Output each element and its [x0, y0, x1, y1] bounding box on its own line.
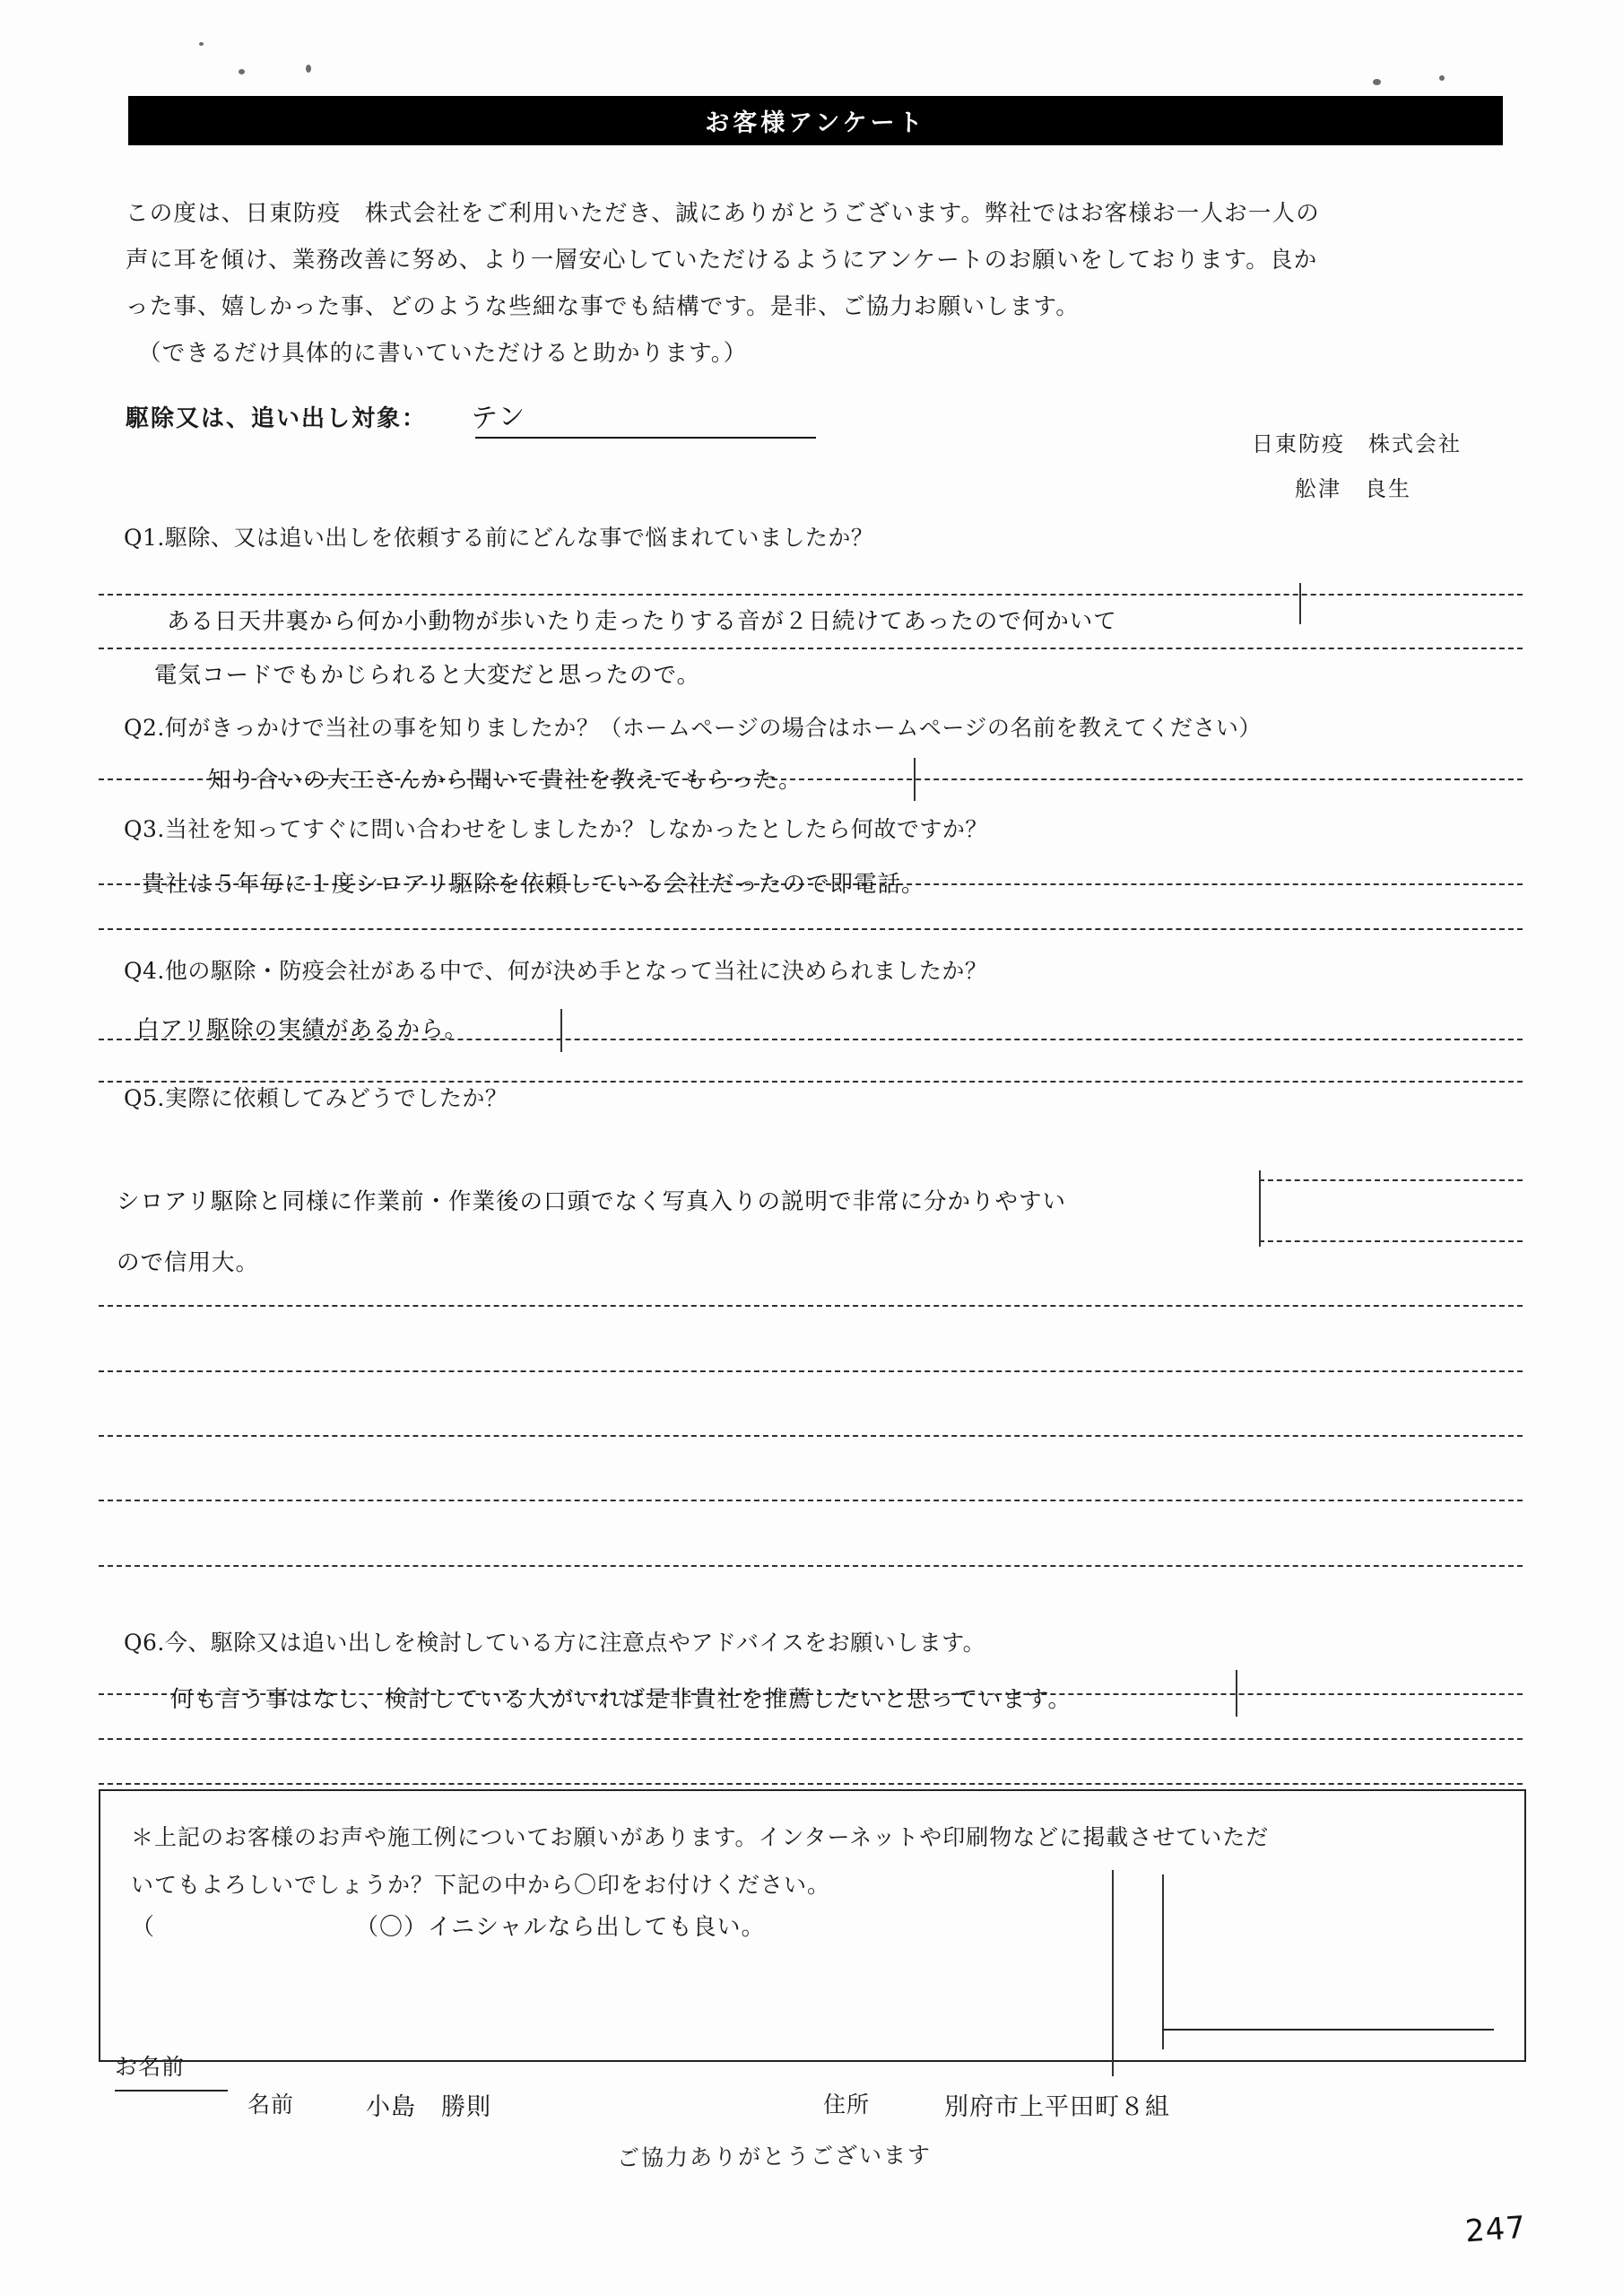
answer-rule	[99, 1738, 1523, 1740]
answer-rule	[99, 1500, 1523, 1501]
intro-line-1: この度は、日東防疫 株式会社をご利用いただき、誠にありがとうございます。弊社ではお客様お一人お一人の	[126, 200, 1320, 227]
consent-choice-row[interactable]	[131, 1909, 765, 1942]
intro-line-3: った事、嬉しかった事、どのような些細な事でも結構です。是非、ご協力お願いします。	[126, 293, 1080, 320]
name-heading-underline	[115, 2090, 228, 2092]
question-q6-label: Q6.今、駆除又は追い出しを検討している方に注意点やアドバイスをお願いします。	[124, 1630, 986, 1656]
answer-q5-line-2: ので信用大。	[117, 1249, 260, 1276]
target-label: 駆除又は、追い出し対象：	[126, 405, 428, 432]
handwriting-stroke	[1259, 1170, 1261, 1247]
page-number: 247	[1463, 2209, 1528, 2250]
name-value: 小島 勝則	[366, 2093, 491, 2121]
consent-line-2: いてもよろしいでしょうか？下記の中から〇印をお付けください。	[131, 1872, 831, 1898]
intro-line-2: 声に耳を傾け、業務改善に努め、より一層安心していただけるようにアンケートのお願いをしております。良か	[126, 247, 1318, 274]
answer-q2-line-1: 知り合いの大工さんから聞いて貴社を教えてもらった。	[208, 767, 803, 794]
address-value: 別府市上平田町８組	[944, 2093, 1170, 2121]
consent-text	[131, 1813, 1494, 1909]
intro-line-4: （できるだけ具体的に書いていただけると助かります。）	[138, 340, 748, 367]
name-label: 名前	[247, 2092, 295, 2118]
target-underline	[475, 437, 816, 439]
consent-choice-marked: （〇）イニシャルなら出しても良い。	[355, 1914, 766, 1941]
handwriting-stroke	[1162, 1874, 1164, 2049]
question-q1-label: Q1.駆除、又は追い出しを依頼する前にどんな事で悩まれていましたか？	[124, 525, 874, 551]
answer-rule	[99, 1370, 1523, 1372]
answer-rule	[99, 1565, 1523, 1567]
target-value-handwritten: テン	[470, 400, 528, 435]
answer-rule	[99, 1435, 1523, 1437]
answer-rule	[99, 1305, 1523, 1307]
answer-rule	[1259, 1179, 1523, 1181]
answer-q5-line-1: シロアリ駆除と同様に作業前・作業後の口頭でなく写真入りの説明で非常に分かりやすい	[117, 1188, 1066, 1215]
scan-speck	[239, 69, 245, 74]
scan-speck	[306, 65, 311, 73]
handwriting-stroke	[1236, 1670, 1237, 1717]
intro-text	[126, 190, 1506, 377]
answer-rule	[1259, 1240, 1523, 1242]
target-field	[126, 395, 861, 434]
answer-q3-line-1: 貴社は５年毎に１度シロアリ駆除を依頼している会社だったので即電話。	[142, 871, 925, 898]
scan-speck	[199, 42, 204, 46]
handwriting-stroke	[1112, 1870, 1114, 2076]
page-title: お客様アンケート	[128, 96, 1503, 145]
consent-choice-left-paren: （	[131, 1914, 156, 1941]
consent-line-1: ＊上記のお客様のお声や施工例についてお願いがあります。インターネットや印刷物などに掲載させていただ	[131, 1824, 1270, 1850]
handwriting-stroke	[1299, 583, 1301, 624]
answer-q4-line-1: 白アリ駆除の実績があるから。	[136, 1016, 468, 1043]
address-label: 住所	[823, 2092, 871, 2118]
handwriting-underline	[1162, 2029, 1494, 2031]
scan-speck	[1373, 79, 1381, 85]
answer-rule	[99, 1783, 1523, 1785]
answer-rule	[99, 928, 1523, 930]
answer-rule	[99, 594, 1523, 596]
name-heading: お名前	[115, 2054, 186, 2080]
handwriting-stroke	[914, 758, 916, 801]
handwriting-stroke	[560, 1009, 562, 1052]
scan-speck	[1439, 75, 1445, 81]
question-q5-label: Q5.実際に依頼してみどうでしたか？	[124, 1085, 508, 1111]
question-q2-label: Q2.何がきっかけで当社の事を知りましたか？（ホームページの場合はホームページの名前を教えてください）	[124, 715, 1262, 741]
answer-q6-line-1: 何も言う事はなし、検討している人がいれば是非貴社を推薦したいと思っています。	[170, 1686, 1072, 1713]
answer-rule	[99, 648, 1523, 649]
answer-q1-line-2: 電気コードでもかじられると大変だと思ったので。	[154, 662, 700, 689]
answer-q1-line-1: ある日天井裏から何か小動物が歩いたり走ったりする音が２日続けてあったので何かいて	[167, 608, 1117, 635]
company-signature	[1252, 422, 1462, 511]
company-name: 日東防疫 株式会社	[1252, 431, 1462, 457]
company-person: 舩津 良生	[1295, 476, 1411, 501]
question-q4-label: Q4.他の駆除・防疫会社がある中で、何が決め手となって当社に決められましたか？	[124, 958, 988, 984]
question-q3-label: Q3.当社を知ってすぐに問い合わせをしましたか？しなかったとしたら何故ですか？	[124, 816, 988, 842]
thanks-note: ご協力ありがとうございます	[616, 2142, 933, 2171]
